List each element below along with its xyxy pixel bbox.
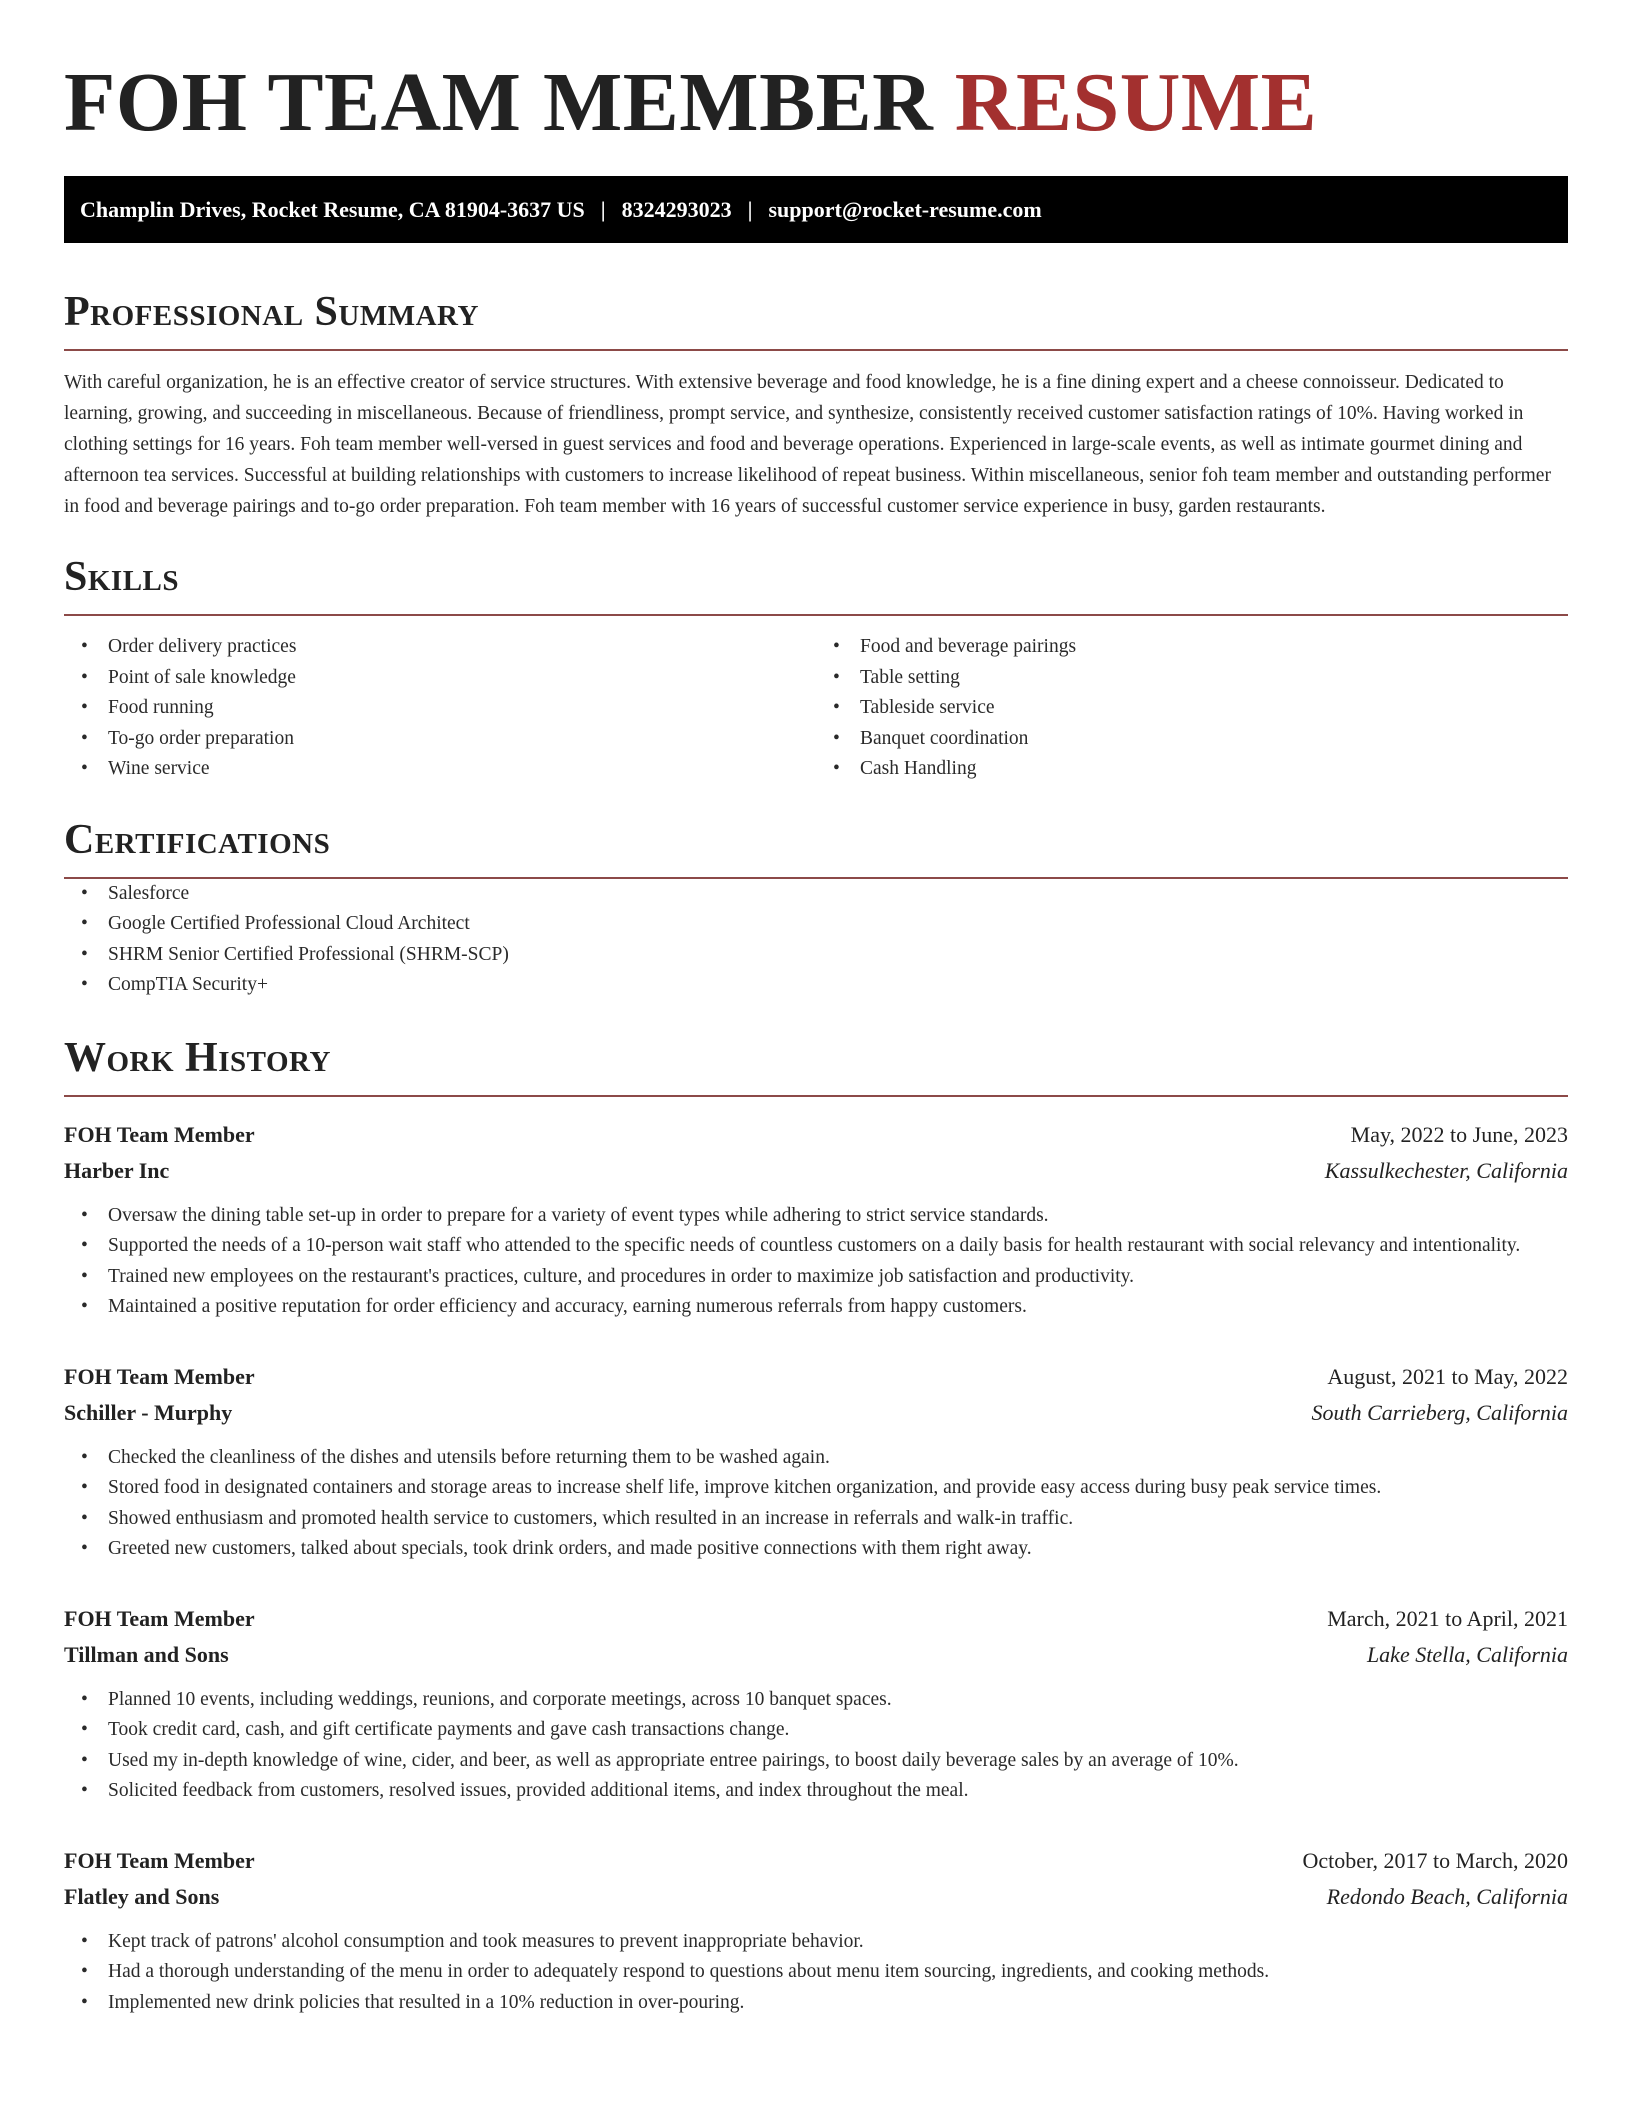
bullet-icon: • xyxy=(81,636,88,657)
job-bullet-text: Greeted new customers, talked about specials, took drink orders, and made positive connections with them right away. xyxy=(108,1538,1032,1559)
certification-item xyxy=(64,970,1568,1001)
skill-item xyxy=(64,663,816,694)
job-bullet-text: Planned 10 events, including weddings, reunions, and corporate meetings, across 10 banquet spaces. xyxy=(108,1688,892,1710)
skill-label: Point of sale knowledge xyxy=(108,666,296,688)
job-bullet-text: Implemented new drink policies that resulted in a 10% reduction in over-pouring. xyxy=(108,1991,745,2013)
bullet-icon: • xyxy=(81,1235,88,1256)
job-bullet xyxy=(64,1927,1568,1958)
certification-label: Google Certified Professional Cloud Architect xyxy=(108,913,470,934)
bullet-icon: • xyxy=(833,758,840,779)
bullet-icon: • xyxy=(81,697,88,718)
job-header-row xyxy=(64,1601,1568,1637)
job-bullet xyxy=(64,1715,1568,1746)
skill-label: Table setting xyxy=(860,666,960,688)
job-entry xyxy=(64,1601,1568,1807)
job-company-row xyxy=(64,1879,1568,1915)
bullet-icon: • xyxy=(81,1204,88,1226)
job-bullet-text: Showed enthusiasm and promoted health service to customers, which resulted in an increase in referrals and walk-in traffic. xyxy=(108,1507,1074,1529)
skill-label: Tableside service xyxy=(860,697,995,718)
job-bullet-text: Used my in-depth knowledge of wine, cider, and beer, as well as appropriate entree pairings, to boost daily beverage sales by an average of 10%. xyxy=(108,1749,1239,1771)
job-bullet-text: Had a thorough understanding of the menu in order to adequately respond to questions about menu item sourcing, ingredients, and cooking methods. xyxy=(108,1961,1270,1982)
bullet-icon: • xyxy=(833,697,840,718)
certification-item xyxy=(64,879,1568,910)
bullet-icon: • xyxy=(81,1538,88,1559)
bullet-icon: • xyxy=(81,1961,88,1982)
bullet-icon: • xyxy=(81,666,88,688)
bullet-icon: • xyxy=(81,913,88,934)
job-bullets xyxy=(64,1443,1568,1565)
skill-item xyxy=(816,693,1568,724)
job-company: Flatley and Sons xyxy=(64,1883,220,1909)
job-bullet xyxy=(64,1201,1568,1232)
job-location: South Carrieberg, California xyxy=(1311,1399,1568,1425)
job-bullet xyxy=(64,1262,1568,1293)
job-title: FOH Team Member xyxy=(64,1847,255,1873)
contact-bar xyxy=(64,176,1568,243)
skill-item xyxy=(64,693,816,724)
title-accent: RESUME xyxy=(954,56,1318,149)
job-bullet xyxy=(64,1534,1568,1565)
section-divider xyxy=(64,349,1568,351)
job-bullet-text: Kept track of patrons' alcohol consumption and took measures to prevent inappropriate behavior. xyxy=(108,1930,864,1952)
job-bullet-text: Solicited feedback from customers, resolved issues, provided additional items, and index throughout the meal. xyxy=(108,1780,969,1801)
skill-item xyxy=(816,724,1568,755)
job-dates: August, 2021 to May, 2022 xyxy=(1327,1363,1568,1389)
bullet-icon: • xyxy=(81,1477,88,1498)
job-bullets xyxy=(64,1201,1568,1323)
contact-phone: 8324293023 xyxy=(621,196,732,222)
section-divider xyxy=(64,1095,1568,1097)
certification-label: Salesforce xyxy=(108,882,190,904)
skill-label: Order delivery practices xyxy=(108,636,297,657)
skill-item xyxy=(64,632,816,663)
job-company: Harber Inc xyxy=(64,1157,170,1183)
contact-address: Champlin Drives, Rocket Resume, CA 81904-3637 US xyxy=(80,196,585,222)
skill-label: Food and beverage pairings xyxy=(860,636,1077,657)
job-bullet-text: Supported the needs of a 10-person wait staff who attended to the specific needs of countless customers on a daily basis for health restaurant with social relevancy and intentionality. xyxy=(108,1235,1521,1256)
job-bullet xyxy=(64,1746,1568,1777)
bullet-icon: • xyxy=(833,636,840,657)
bullet-icon: • xyxy=(833,666,840,688)
work-history-heading: Work History xyxy=(64,1034,331,1081)
job-bullet-text: Stored food in designated containers and storage areas to increase shelf life, improve kitchen organization, and provide easy access during busy peak service times. xyxy=(108,1477,1382,1498)
job-company-row xyxy=(64,1153,1568,1189)
bullet-icon: • xyxy=(81,727,88,749)
job-header-row xyxy=(64,1117,1568,1153)
skill-item xyxy=(816,632,1568,663)
job-bullet xyxy=(64,1957,1568,1988)
bullet-icon: • xyxy=(81,974,88,995)
bullet-icon: • xyxy=(81,1265,88,1287)
skills-list-left xyxy=(64,632,816,785)
skill-label: Wine service xyxy=(108,758,210,779)
summary-text: With careful organization, he is an effective creator of service structures. With extensive beverage and food knowledge, he is a fine dining expert and a cheese connoisseur. Dedicated to learning, growing, and succeeding in miscellaneous. Because of friendliness, prompt service, and synthesize, consistently received customer satisfaction ratings of 10%. Having worked in clothing settings for 16 years. Foh team member well-versed in guest services and food and beverage operations. Experienced in large-scale events, as well as intimate gourmet dining and afternoon tea services. Successful at building relationships with customers to increase likelihood of repeat business. Within miscellaneous, senior foh team member and outstanding performer in food and beverage pairings and to-go order preparation. Foh team member with 16 years of successful customer service experience in busy, garden restaurants. xyxy=(64,372,1551,517)
certifications-list xyxy=(64,879,1568,1001)
job-entry xyxy=(64,1843,1568,2019)
title-main: FOH TEAM MEMBER xyxy=(64,56,934,149)
skills-grid xyxy=(64,632,1568,785)
certification-label: CompTIA Security+ xyxy=(108,974,268,995)
job-location: Redondo Beach, California xyxy=(1326,1883,1568,1909)
skill-label: Banquet coordination xyxy=(860,727,1029,749)
job-title: FOH Team Member xyxy=(64,1363,255,1389)
bullet-icon: • xyxy=(81,1991,88,2013)
job-dates: October, 2017 to March, 2020 xyxy=(1302,1847,1568,1873)
job-company: Schiller - Murphy xyxy=(64,1399,233,1425)
job-location: Kassulkechester, California xyxy=(1324,1157,1568,1183)
bullet-icon: • xyxy=(81,1930,88,1952)
bullet-icon: • xyxy=(81,1507,88,1529)
contact-separator: | xyxy=(600,196,606,222)
job-bullet-text: Trained new employees on the restaurant's practices, culture, and procedures in order to maximize job satisfaction and productivity. xyxy=(108,1265,1135,1287)
job-bullet xyxy=(64,1776,1568,1807)
bullet-icon: • xyxy=(81,1296,88,1317)
certification-label: SHRM Senior Certified Professional (SHRM-SCP) xyxy=(108,943,509,965)
contact-email: support@rocket-resume.com xyxy=(768,196,1042,222)
job-bullet xyxy=(64,1504,1568,1535)
job-company-row xyxy=(64,1395,1568,1431)
skill-label: To-go order preparation xyxy=(108,727,294,749)
skill-label: Cash Handling xyxy=(860,758,977,779)
job-company: Tillman and Sons xyxy=(64,1641,229,1667)
job-bullet xyxy=(64,1231,1568,1262)
job-bullets xyxy=(64,1927,1568,2019)
job-bullet xyxy=(64,1292,1568,1323)
skills-list-right xyxy=(816,632,1568,785)
job-company-row xyxy=(64,1637,1568,1673)
job-bullet xyxy=(64,1473,1568,1504)
bullet-icon: • xyxy=(833,727,840,749)
job-bullet xyxy=(64,1443,1568,1474)
bullet-icon: • xyxy=(81,758,88,779)
job-title: FOH Team Member xyxy=(64,1121,255,1147)
certification-item xyxy=(64,909,1568,940)
certifications-heading: Certifications xyxy=(64,816,331,863)
bullet-icon: • xyxy=(81,943,88,965)
job-bullet xyxy=(64,1685,1568,1716)
skills-heading: Skills xyxy=(64,554,180,600)
job-location: Lake Stella, California xyxy=(1366,1641,1568,1667)
job-bullet-text: Maintained a positive reputation for order efficiency and accuracy, earning numerous referrals from happy customers. xyxy=(108,1296,1027,1317)
job-header-row xyxy=(64,1359,1568,1395)
job-bullet-text: Oversaw the dining table set-up in order to prepare for a variety of event types while adhering to strict service standards. xyxy=(108,1204,1049,1226)
job-bullet-text: Took credit card, cash, and gift certificate payments and gave cash transactions change. xyxy=(108,1719,790,1740)
job-dates: March, 2021 to April, 2021 xyxy=(1327,1605,1568,1631)
summary-heading: Professional Summary xyxy=(64,289,479,335)
certification-item xyxy=(64,940,1568,971)
section-divider xyxy=(64,614,1568,616)
job-bullets xyxy=(64,1685,1568,1807)
bullet-icon: • xyxy=(81,1780,88,1801)
bullet-icon: • xyxy=(81,882,88,904)
skill-item xyxy=(816,663,1568,694)
bullet-icon: • xyxy=(81,1688,88,1710)
job-bullet-text: Checked the cleanliness of the dishes and utensils before returning them to be washed again. xyxy=(108,1446,830,1468)
job-title: FOH Team Member xyxy=(64,1605,255,1631)
resume-title xyxy=(64,0,1568,151)
job-header-row xyxy=(64,1843,1568,1879)
skill-item xyxy=(64,724,816,755)
bullet-icon: • xyxy=(81,1446,88,1468)
job-entry xyxy=(64,1359,1568,1565)
bullet-icon: • xyxy=(81,1749,88,1771)
job-entry xyxy=(64,1117,1568,1323)
skill-label: Food running xyxy=(108,697,214,718)
bullet-icon: • xyxy=(81,1719,88,1740)
skill-item xyxy=(816,754,1568,785)
job-bullet xyxy=(64,1988,1568,2019)
contact-separator: | xyxy=(747,196,753,222)
skill-item xyxy=(64,754,816,785)
job-dates: May, 2022 to June, 2023 xyxy=(1350,1121,1568,1147)
